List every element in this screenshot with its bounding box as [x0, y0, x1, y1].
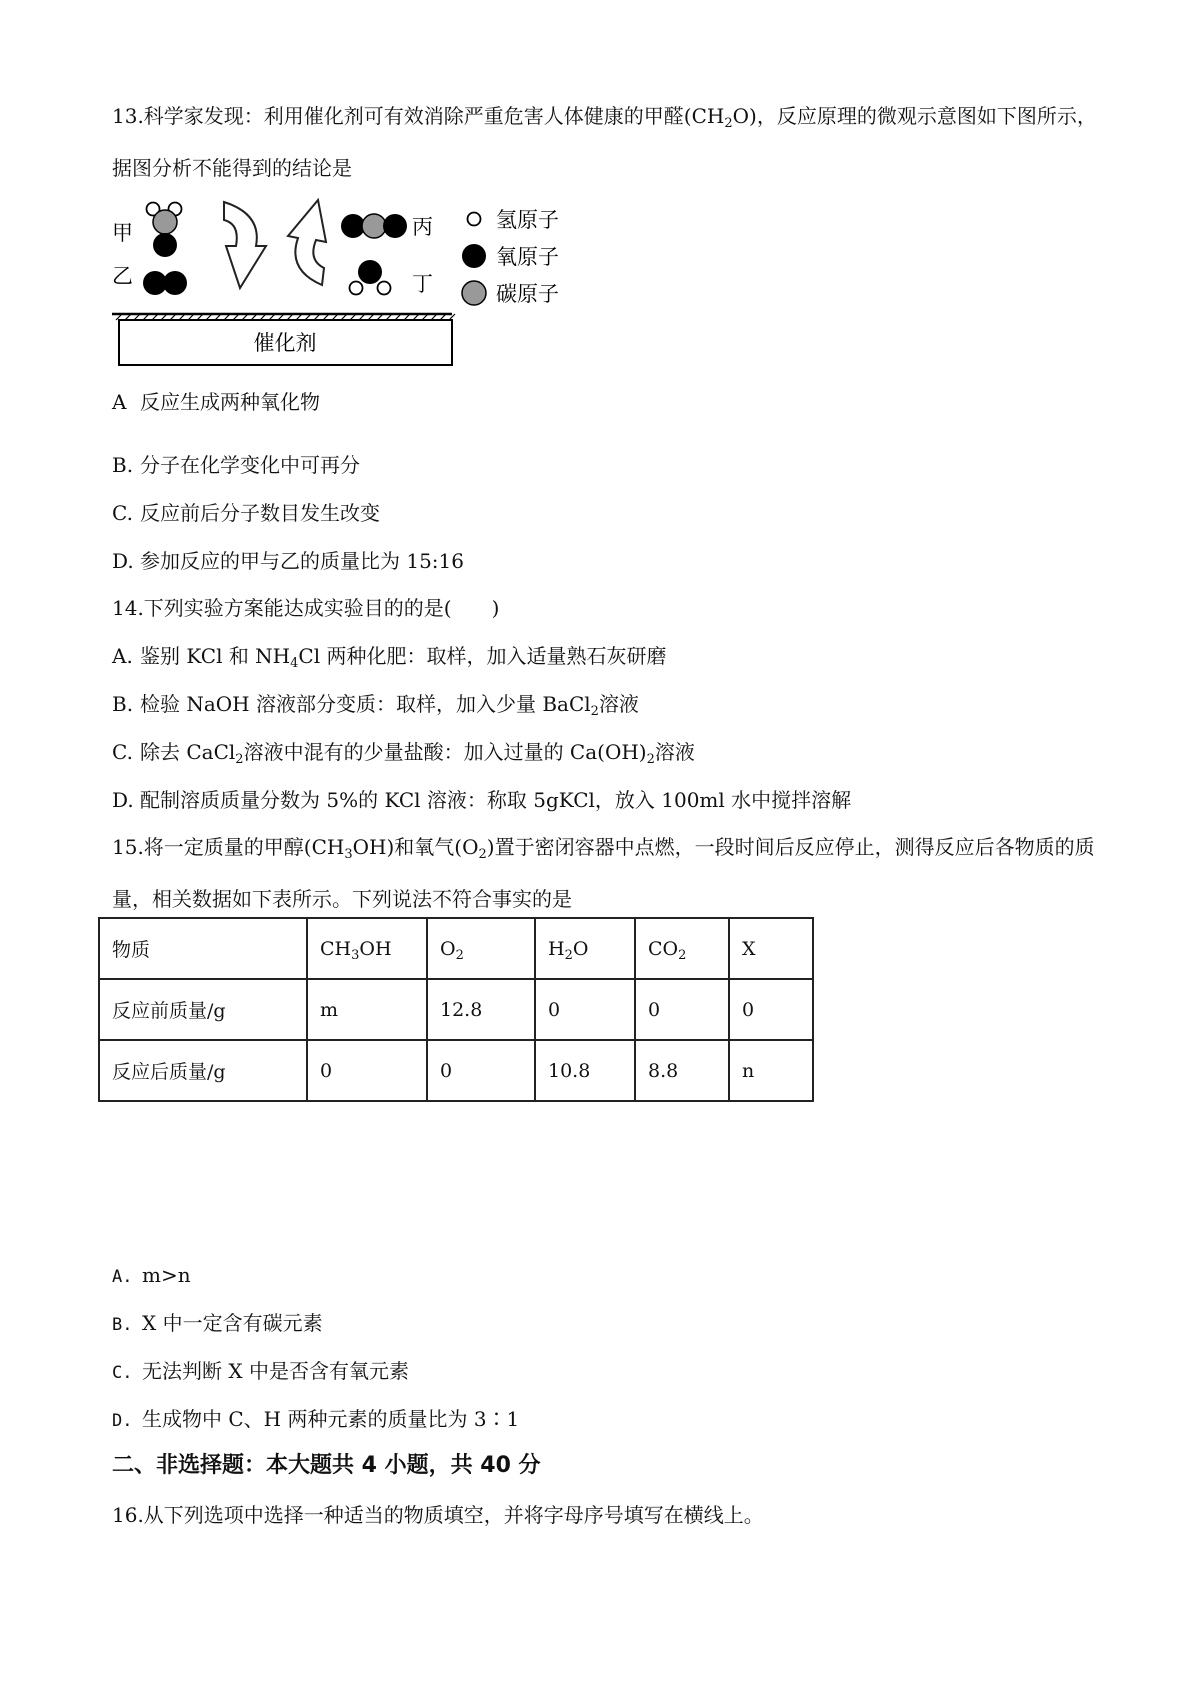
catalyst-label: 催化剂: [253, 331, 317, 355]
catalyst-surface: [112, 314, 455, 365]
table-header-cell: $H_2O$: [535, 918, 635, 979]
table-cell: m: [307, 979, 427, 1040]
table-header-cell: $O_2$: [427, 918, 535, 979]
table-cell: 0: [427, 1040, 535, 1101]
table-cell: 0: [307, 1040, 427, 1101]
q13-option-c: C. 反应前后分子数目发生改变: [112, 501, 380, 525]
reaction-arrow-icon: [288, 200, 326, 285]
table-cell: 反应前质量/g: [99, 979, 307, 1040]
legend-hydrogen-icon: [468, 213, 481, 226]
legend-carbon-icon: [462, 281, 486, 305]
q15-option-a: A. m>n: [112, 1263, 191, 1287]
reaction-arrow-icon: [224, 202, 266, 288]
table-header-cell: X: [729, 918, 813, 979]
table-cell: 0: [535, 979, 635, 1040]
label-ding: 丁: [412, 272, 433, 296]
legend-oxygen-icon: [462, 244, 486, 268]
atom-carbon: [153, 210, 177, 234]
table-cell: 12.8: [427, 979, 535, 1040]
label-yi: 乙: [112, 264, 133, 288]
legend-oxygen-label: 氧原子: [496, 245, 559, 269]
q13-option-d: D. 参加反应的甲与乙的质量比为 15:16: [112, 549, 464, 573]
q15-option-c: C. 无法判断 X 中是否含有氧元素: [112, 1359, 409, 1383]
section-title: 二、非选择题：本大题共 4 小题，共 40 分: [112, 1453, 541, 1478]
table-header-cell: $CH_3OH$: [307, 918, 427, 979]
label-bing: 丙: [412, 215, 433, 239]
q15-option-d: D. 生成物中 C、H 两种元素的质量比为 3∶1: [112, 1407, 520, 1431]
q13-option-a: A 反应生成两种氧化物: [112, 390, 320, 414]
mass-data-table: [98, 917, 814, 1102]
q14-stem: 14.下列实验方案能达成实验目的的是( ): [112, 596, 500, 620]
table-row: [99, 1040, 813, 1101]
table-header-cell: 物质: [99, 918, 307, 979]
atom-oxygen: [383, 214, 407, 238]
atom-oxygen: [153, 233, 177, 257]
table-cell: 8.8: [635, 1040, 729, 1101]
atom-oxygen: [163, 271, 187, 295]
q13-option-b: B. 分子在化学变化中可再分: [112, 453, 360, 477]
label-jia: 甲: [112, 221, 133, 245]
table-row: [99, 979, 813, 1040]
table-header-cell: $CO_2$: [635, 918, 729, 979]
atom-carbon: [362, 214, 386, 238]
table-cell: 0: [635, 979, 729, 1040]
q16-stem: 16.从下列选项中选择一种适当的物质填空，并将字母序号填写在横线上。: [112, 1503, 764, 1527]
table-cell: 反应后质量/g: [99, 1040, 307, 1101]
table-header-row: [99, 918, 813, 979]
table-cell: n: [729, 1040, 813, 1101]
atom-oxygen: [358, 260, 382, 284]
table-cell: 10.8: [535, 1040, 635, 1101]
reaction-diagram: [112, 190, 632, 370]
q15-option-b: B. X 中一定含有碳元素: [112, 1311, 323, 1335]
q15-stem: 15.将一定质量的甲醇$(CH_3OH)$和氧气$(O_2)$置于密闭容器中点燃，一段时间后反应停止，测得反应后各物质的质量，相关数据如下表所示。下列说法不符合事实的是: [112, 835, 1095, 911]
q14-option-c: C. 除去 CaCl$_2$溶液中混有的少量盐酸：加入过量的 $Ca(OH)_2$溶液: [112, 740, 695, 767]
q14-option-b: B. 检验 NaOH 溶液部分变质：取样，加入少量 BaCl$_2$溶液: [112, 692, 639, 719]
atom-hydrogen: [378, 282, 391, 295]
q14-option-d: D. 配制溶质质量分数为 5%的 KCl 溶液：称取 5gKCl，放入 100ml 水中搅拌溶解: [112, 788, 852, 812]
legend-carbon-label: 碳原子: [496, 282, 559, 306]
atom-hydrogen: [350, 282, 363, 295]
q14-option-a: A. 鉴别 KCl 和 $NH_4Cl$ 两种化肥：取样，加入适量熟石灰研磨: [112, 644, 667, 671]
q13-stem: 13.科学家发现：利用催化剂可有效消除严重危害人体健康的甲醛$(CH_2O)$，反应原理的微观示意图如下图所示，据图分析不能得到的结论是: [112, 104, 1097, 180]
legend-hydrogen-label: 氢原子: [496, 208, 559, 232]
table-cell: 0: [729, 979, 813, 1040]
